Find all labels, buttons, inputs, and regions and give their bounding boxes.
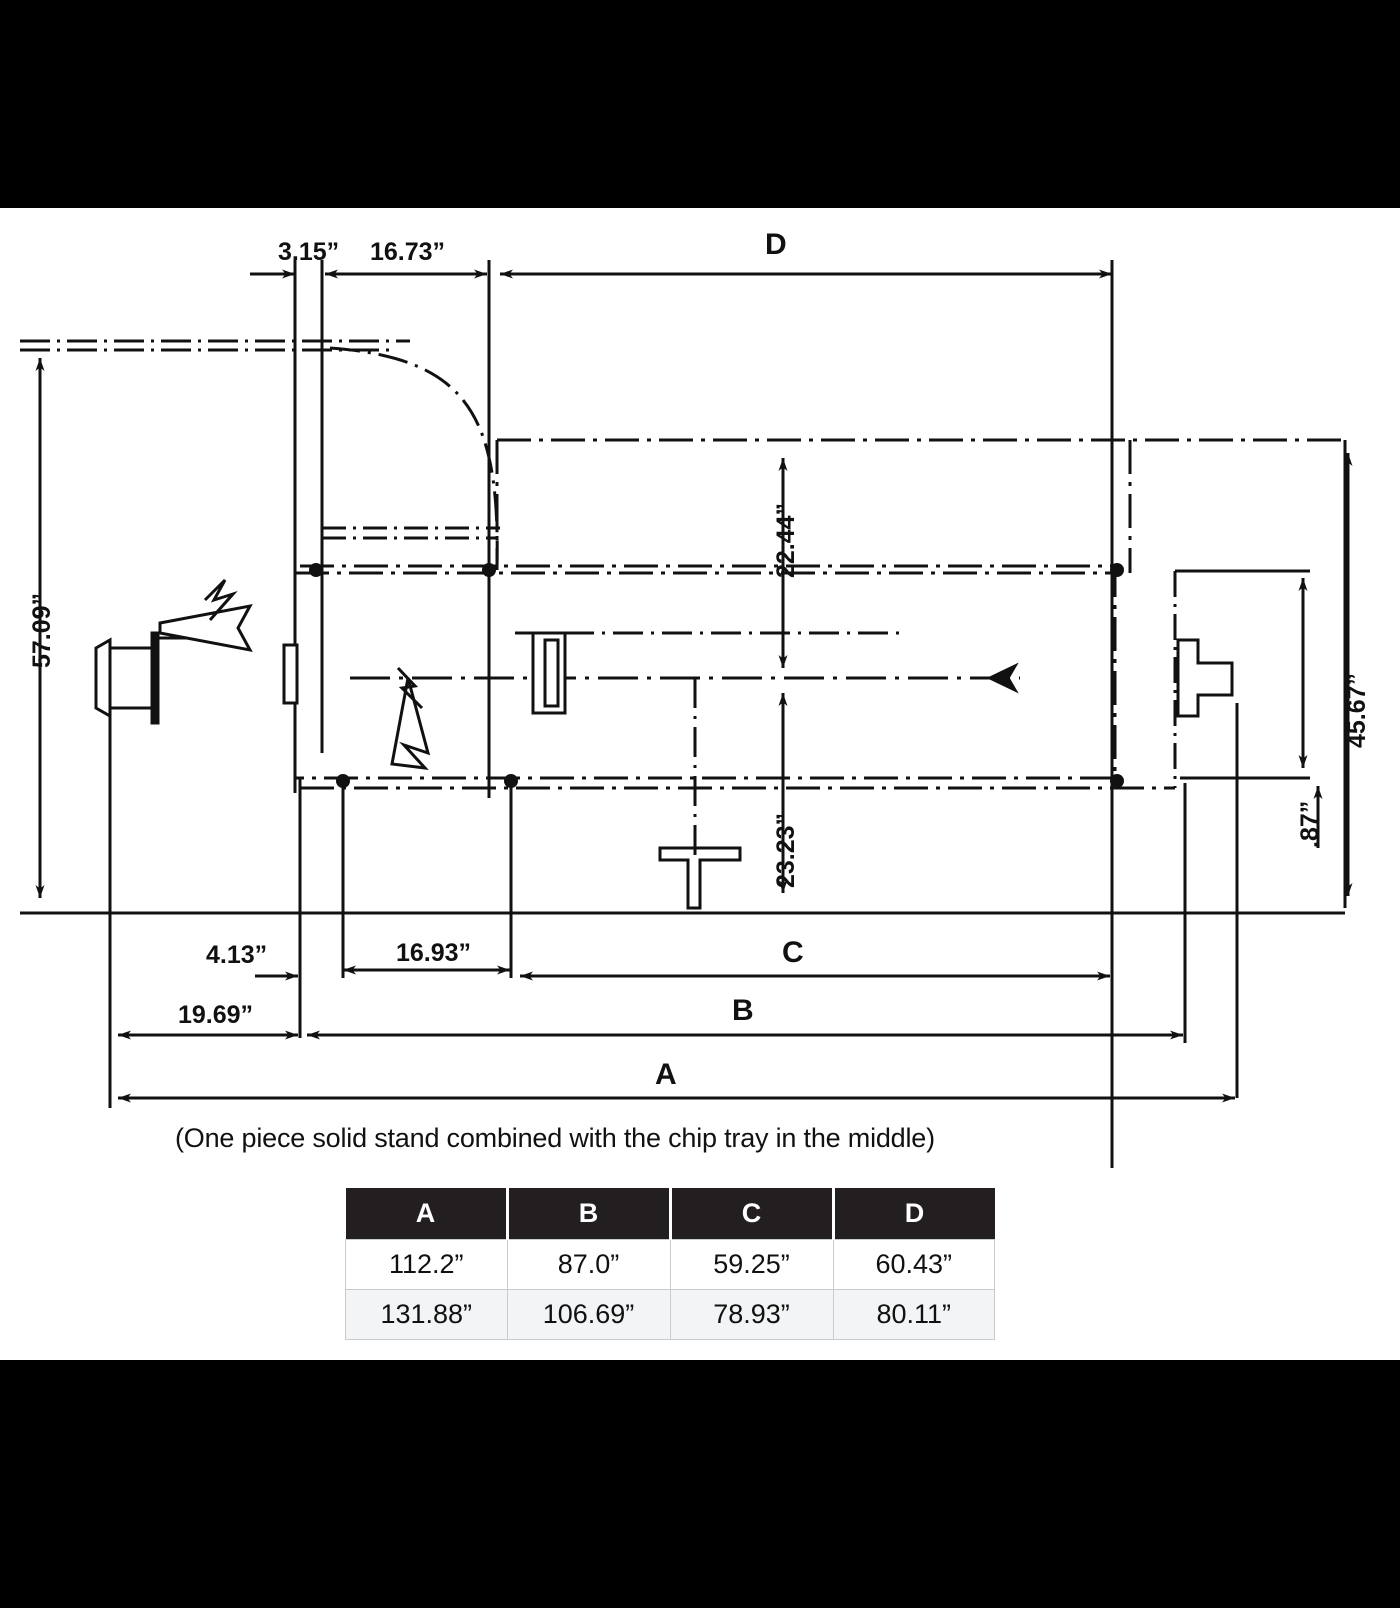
table-cell: 60.43” bbox=[833, 1240, 995, 1290]
drawing-caption: (One piece solid stand combined with the chip tray in the middle) bbox=[175, 1123, 935, 1153]
table-header-a: A bbox=[346, 1188, 508, 1240]
dim-16-73: 16.73” bbox=[370, 238, 446, 266]
dim-letter-b: B bbox=[732, 994, 754, 1027]
table-header-b: B bbox=[507, 1188, 670, 1240]
table-cell: 106.69” bbox=[507, 1290, 670, 1340]
dim-3-15: 3.15” bbox=[278, 238, 340, 266]
table-row bbox=[346, 1240, 995, 1290]
dimension-table-wrapper bbox=[345, 1188, 995, 1340]
dim-45-67: 45.67” bbox=[1343, 672, 1371, 748]
table-row bbox=[346, 1290, 995, 1340]
drawing-sheet bbox=[0, 208, 1400, 1360]
table-header-row bbox=[346, 1188, 995, 1240]
table-cell: 87.0” bbox=[507, 1240, 670, 1290]
dim-16-93: 16.93” bbox=[396, 939, 472, 967]
dim-4-13: 4.13” bbox=[206, 941, 268, 969]
dim-letter-a: A bbox=[655, 1058, 677, 1091]
table-cell: 131.88” bbox=[346, 1290, 508, 1340]
table-cell: 59.25” bbox=[670, 1240, 833, 1290]
dim-23-23: 23.23” bbox=[772, 812, 800, 888]
table-header-d: D bbox=[833, 1188, 995, 1240]
dim-letter-c: C bbox=[782, 936, 804, 969]
dimension-table bbox=[345, 1188, 995, 1340]
dim-19-69: 19.69” bbox=[178, 1001, 254, 1029]
table-header-c: C bbox=[670, 1188, 833, 1240]
table-cell: 112.2” bbox=[346, 1240, 508, 1290]
dim-letter-d: D bbox=[765, 228, 787, 261]
table-cell: 80.11” bbox=[833, 1290, 995, 1340]
dim-57-09: 57.09” bbox=[28, 592, 56, 668]
table-cell: 78.93” bbox=[670, 1290, 833, 1340]
dim-0-87: .87” bbox=[1296, 800, 1324, 848]
dim-22-44: 22.44” bbox=[772, 502, 800, 578]
